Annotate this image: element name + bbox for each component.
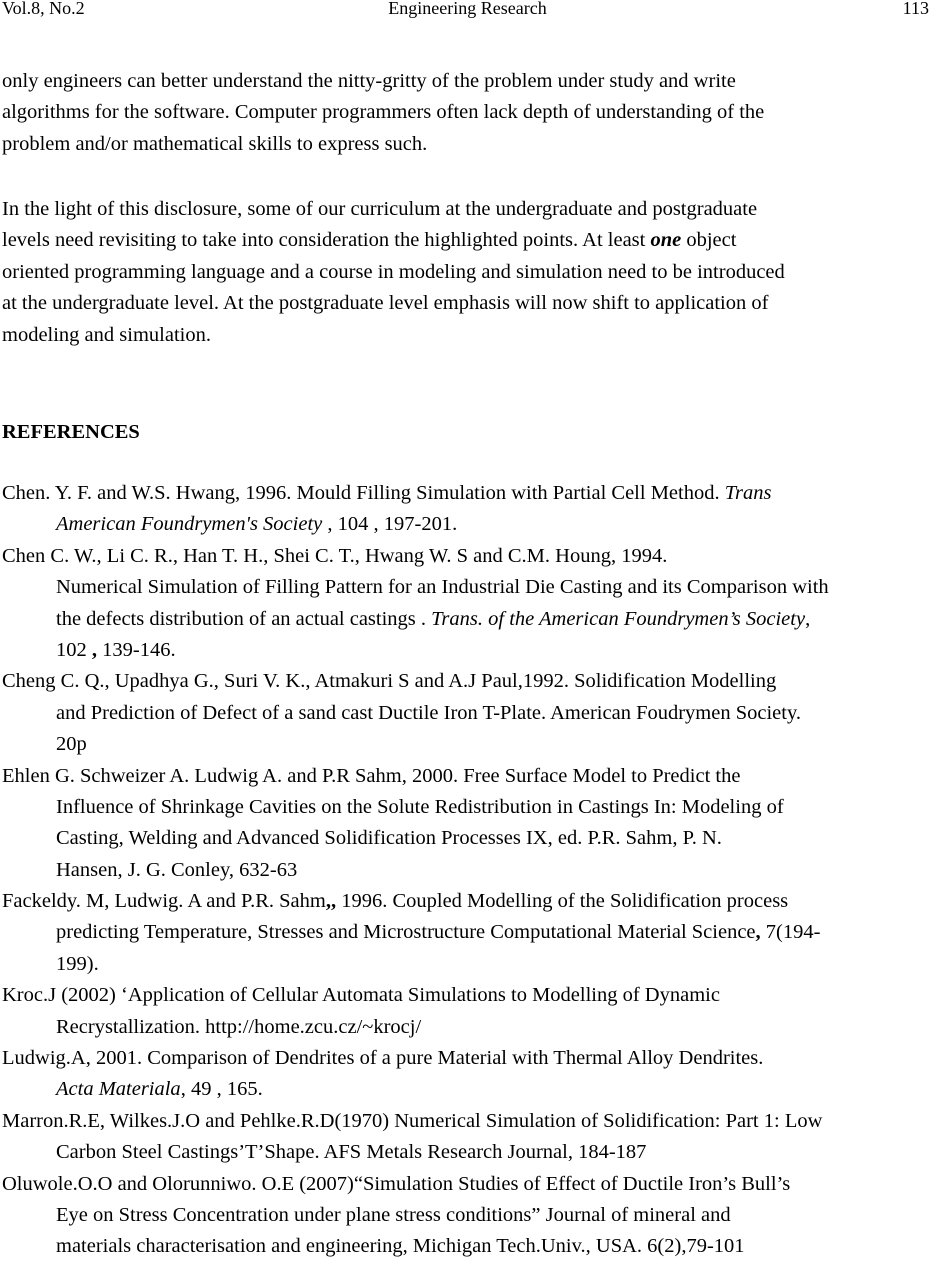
text-run: Numerical Simulation of Filling Pattern for an Industrial Die Casting and its Comparison with: [56, 576, 829, 599]
text-line: [2, 1169, 829, 1200]
page-number: 113: [902, 0, 929, 18]
text-run: Hansen, J. G. Conley, 632-63: [56, 858, 298, 881]
text-run: ,,: [325, 890, 337, 913]
text-line: [2, 1200, 829, 1231]
text-line: [2, 1231, 829, 1262]
text-run: Fackeldy. M, Ludwig. A and P.R. Sahm: [2, 890, 326, 913]
text-line: [2, 1074, 829, 1105]
text-run: 20p: [56, 733, 87, 756]
text-line: [2, 917, 829, 948]
text-run: ,: [91, 638, 97, 661]
reference-entry: [2, 886, 829, 980]
text-run: Eye on Stress Concentration under plane stress conditions” Journal of mineral and: [56, 1203, 731, 1226]
text-run: ,: [755, 921, 761, 944]
text-line: [2, 886, 829, 917]
text-line: [2, 194, 785, 225]
text-line: [2, 66, 764, 97]
text-run: Chen. Y. F. and W.S. Hwang, 1996. Mould Filling Simulation with Partial Cell Method.: [2, 482, 725, 504]
text-line: [2, 320, 785, 351]
text-run: Kroc.J (2002) ‘Application of Cellular Automata Simulations to Modelling of Dynamic: [2, 984, 720, 1007]
text-run: Trans: [724, 482, 772, 504]
text-run: 102: [56, 638, 92, 661]
text-line: [2, 572, 829, 603]
text-run: ,: [805, 607, 811, 630]
reference-entry: [2, 1043, 829, 1106]
text-run: , 49 , 165.: [180, 1078, 263, 1101]
text-line: [2, 666, 829, 697]
reference-list: [2, 478, 829, 1263]
text-line: [2, 729, 829, 760]
text-run: Oluwole.O.O and Olorunniwo. O.E (2007)“Simulation Studies of Effect of Ductile Iron’s Bull’s: [2, 1172, 791, 1195]
text-line: [2, 97, 764, 128]
text-run: , 104 , 197-201.: [322, 513, 458, 536]
text-run: Cheng C. Q., Upadhya G., Suri V. K., Atmakuri S and A.J Paul,1992. Solidification Modelling: [2, 670, 777, 693]
text-line: [2, 855, 829, 886]
reference-entry: [2, 1169, 829, 1263]
text-run: Carbon Steel Castings’T’Shape. AFS Metals Research Journal, 184-187: [56, 1141, 647, 1164]
text-run: 7(194-: [760, 921, 821, 944]
reference-entry: [2, 1106, 829, 1169]
text-run: 1996. Coupled Modelling of the Solidification process: [336, 890, 789, 913]
references-section-heading: [2, 417, 140, 448]
text-run: American Foundrymen's Society: [56, 513, 323, 536]
text-run: Ehlen G. Schweizer A. Ludwig A. and P.R Sahm, 2000. Free Surface Model to Predict the: [2, 764, 741, 787]
text-run: at the undergraduate level. At the postgraduate level emphasis will now shift to application of: [2, 292, 769, 315]
text-line: [2, 604, 829, 635]
text-line: [2, 478, 829, 509]
text-run: 139-146.: [97, 638, 176, 661]
text-run: object: [681, 229, 737, 252]
text-run: problem and/or mathematical skills to express such.: [2, 132, 428, 155]
running-header-volume: Vol.8, No.2: [2, 0, 85, 18]
text-run: materials characterisation and engineering, Michigan Tech.Univ., USA. 6(2),79-101: [56, 1235, 745, 1258]
text-line: [2, 949, 829, 980]
text-run: Recrystallization. http://home.zcu.cz/~krocj/: [56, 1015, 422, 1038]
text-line: [2, 509, 829, 540]
text-run: In the light of this disclosure, some of our curriculum at the undergraduate and postgraduate: [2, 198, 758, 220]
text-line: [2, 257, 785, 288]
text-line: [2, 792, 829, 823]
body-paragraph: [2, 194, 785, 351]
text-run: oriented programming language and a course in modeling and simulation need to be introduced: [2, 260, 785, 283]
text-line: [2, 761, 829, 792]
text-line: [2, 698, 829, 729]
text-run: and Prediction of Defect of a sand cast Ductile Iron T-Plate. American Foudrymen Society.: [56, 701, 802, 724]
reference-entry: [2, 980, 829, 1043]
reference-entry: [2, 761, 829, 887]
text-line: [2, 635, 829, 666]
body-paragraph: [2, 66, 764, 160]
text-run: Trans. of the American Foundrymen’s Society: [431, 607, 806, 630]
text-run: levels need revisiting to take into consideration the highlighted points. At least: [2, 229, 651, 252]
references-heading: REFERENCES: [2, 421, 140, 443]
text-run: Acta Materiala: [56, 1078, 181, 1101]
text-line: [2, 288, 785, 319]
text-line: [2, 1106, 829, 1137]
text-run: only engineers can better understand the nitty-gritty of the problem under study and write: [2, 70, 736, 92]
text-run: modeling and simulation.: [2, 323, 211, 346]
reference-entry: [2, 541, 829, 667]
reference-entry: [2, 666, 829, 760]
text-run: the defects distribution of an actual castings .: [56, 607, 432, 630]
text-line: [2, 129, 764, 160]
text-line: [2, 541, 829, 572]
text-run: Chen C. W., Li C. R., Han T. H., Shei C. T., Hwang W. S and C.M. Houng, 1994.: [2, 544, 668, 567]
text-run: Marron.R.E, Wilkes.J.O and Pehlke.R.D(1970) Numerical Simulation of Solidification: Part 1: Low: [2, 1109, 823, 1132]
text-run: one: [650, 229, 682, 252]
text-run: Ludwig.A, 2001. Comparison of Dendrites of a pure Material with Thermal Alloy Dendrites.: [2, 1047, 764, 1070]
text-line: [2, 823, 829, 854]
running-header-journal: Engineering Research: [388, 0, 547, 18]
text-line: [2, 1043, 829, 1074]
text-run: predicting Temperature, Stresses and Microstructure Computational Material Science: [56, 921, 756, 944]
text-line: [2, 980, 829, 1011]
text-line: [2, 1012, 829, 1043]
text-line: [2, 225, 785, 256]
text-run: Influence of Shrinkage Cavities on the Solute Redistribution in Castings In: Modeling of: [56, 795, 784, 818]
text-line: [2, 1137, 829, 1168]
text-run: algorithms for the software. Computer programmers often lack depth of understanding of the: [2, 101, 765, 124]
text-run: 199).: [56, 952, 99, 975]
reference-entry: [2, 478, 829, 541]
text-run: Casting, Welding and Advanced Solidification Processes IX, ed. P.R. Sahm, P. N.: [56, 827, 722, 850]
